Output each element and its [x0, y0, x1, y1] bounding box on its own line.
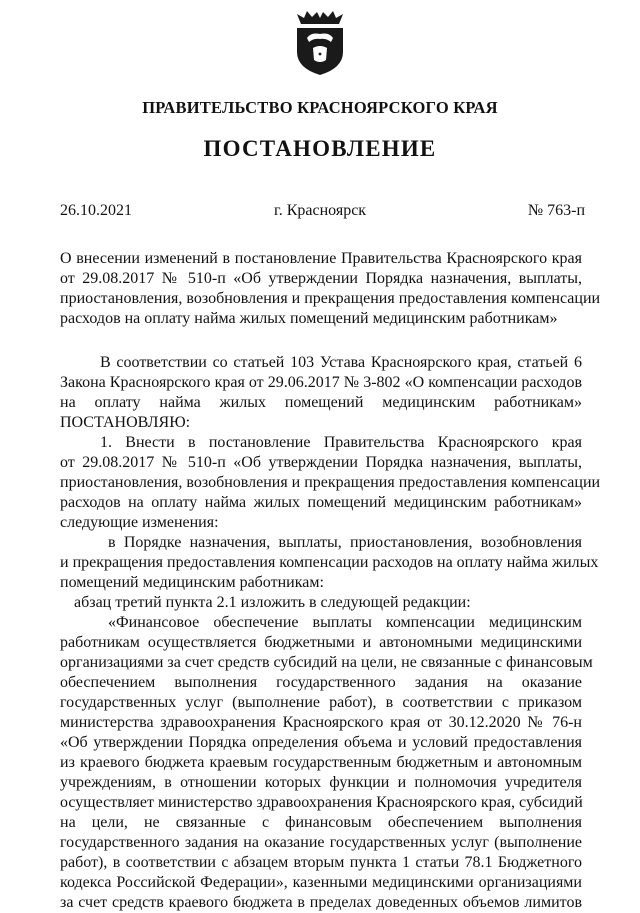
body-line: абзац третий пункта 2.1 изложить в следующей редакции:	[74, 594, 471, 611]
body-line: работ), в соответствии с абзацем вторым пункта 1 статьи 78.1 Бюджетного	[60, 854, 582, 871]
body-line: за счет средств краевого бюджета в пределах доведенных объемов лимитов	[60, 894, 582, 911]
body-line: следующие изменения:	[60, 514, 219, 531]
body-line: «Финансовое обеспечение выплаты компенсации медицинским	[108, 614, 582, 631]
body-line: 1. Внести в постановление Правительства Красноярского края	[100, 434, 582, 451]
body-line: кодекса Российской Федерации», казенными медицинскими организациями	[60, 874, 582, 891]
body-line: организациями за счет средств субсидий на цели, не связанные с финансовым	[60, 654, 593, 671]
body-line: расходов на оплату найма жилых помещений медицинским работникам»	[60, 494, 582, 511]
body-line: помещений медицинским работникам:	[60, 574, 324, 591]
subject-line: от 29.08.2017 № 510-п «Об утверждении Порядка назначения, выплаты,	[60, 270, 582, 287]
body-line: Закона Красноярского края от 29.06.2017 № 3-802 «О компенсации расходов	[60, 374, 582, 391]
document-date: 26.10.2021	[60, 202, 132, 219]
krasnoyarsk-coat-of-arms-icon	[293, 8, 347, 76]
body-line: «Об утверждении Порядка определения объема и условий предоставления	[60, 734, 582, 751]
body-line: осуществляет министерство здравоохранения Красноярского края, субсидий	[60, 794, 583, 811]
body-line: ПОСТАНОВЛЯЮ:	[60, 414, 191, 431]
body-line: на оплату найма жилых помещений медицинским работникам»	[60, 394, 582, 411]
document-number: № 763-п	[527, 202, 585, 219]
subject-line: расходов на оплату найма жилых помещений медицинским работникам»	[60, 310, 558, 327]
body-line: из краевого бюджета краевым государственным бюджетным и автономным	[60, 754, 582, 771]
body-line: на цели, не связанные с финансовым обеспечением выполнения	[60, 814, 582, 831]
body-line: государственных услуг (выполнение работ), в соответствии с приказом	[60, 694, 582, 711]
body-line: В соответствии со статьей 103 Устава Красноярского края, статьей 6	[100, 354, 582, 371]
body-line: в Порядке назначения, выплаты, приостановления, возобновления	[108, 534, 582, 551]
body-line: работникам осуществляется бюджетными и автономными медицинскими	[60, 634, 582, 651]
government-name: ПРАВИТЕЛЬСТВО КРАСНОЯРСКОГО КРАЯ	[142, 98, 498, 117]
body-line: учреждениям, в отношении которых функции и полномочия учредителя	[60, 774, 582, 791]
document-city: г. Красноярск	[273, 202, 367, 219]
subject-line: О внесении изменений в постановление Правительства Красноярского края	[60, 250, 582, 267]
body-line: министерства здравоохранения Красноярского края от 30.12.2020 № 76-н	[60, 714, 582, 731]
subject-line: приостановления, возобновления и прекращения предоставления компенсации	[60, 290, 601, 307]
body-line: государственного задания на оказание государственных услуг (выполнение	[60, 834, 582, 851]
document-type-title: ПОСТАНОВЛЕНИЕ	[203, 136, 437, 161]
body-line: и прекращения предоставления компенсации расходов на оплату найма жилых	[60, 554, 599, 571]
body-line: приостановления, возобновления и прекращения предоставления компенсации	[60, 474, 601, 491]
body-line: обеспечением выполнения государственного задания на оказание	[60, 674, 582, 691]
subject-block	[60, 249, 601, 329]
body-line: от 29.08.2017 № 510-п «Об утверждении Порядка назначения, выплаты,	[60, 454, 582, 471]
body-text	[60, 353, 601, 913]
